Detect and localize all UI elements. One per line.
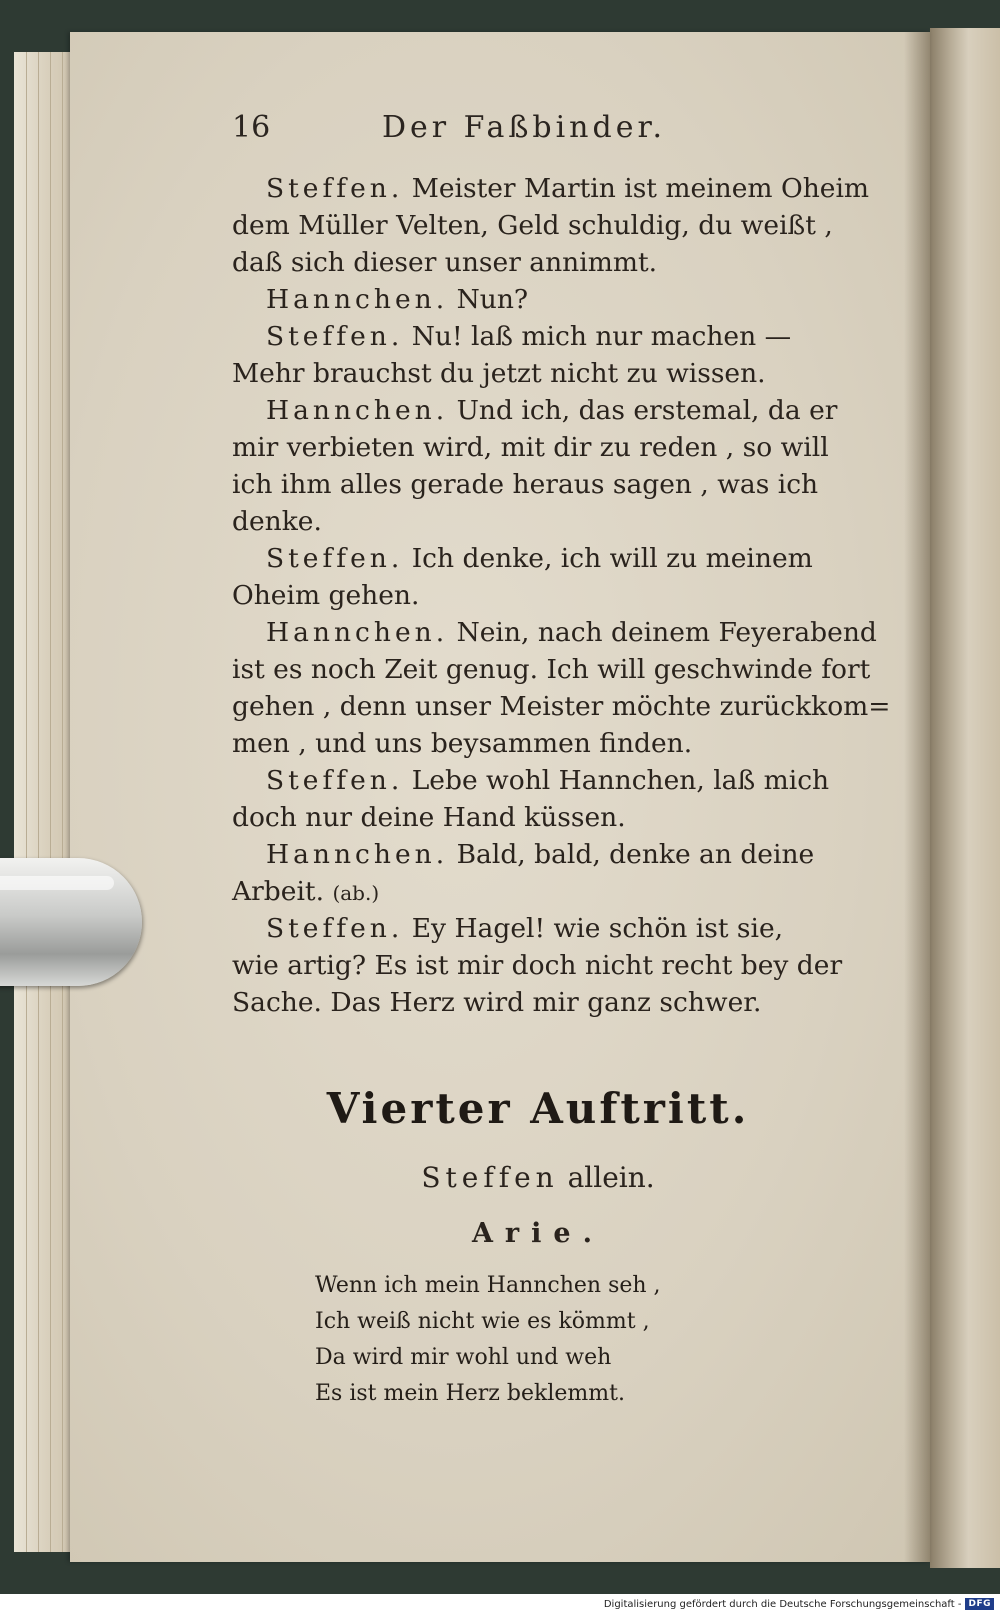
- speaker-name: Hannchen.: [266, 395, 449, 426]
- line-text: Mehr brauchst du jetzt nicht zu wissen.: [232, 358, 766, 389]
- speaker-name: Hannchen.: [266, 284, 449, 315]
- dialogue-text: [232, 170, 891, 1021]
- text-line: [232, 170, 870, 207]
- line-text: daß sich dieser unser annimmt.: [232, 247, 658, 278]
- speaker-name: Steffen.: [266, 543, 404, 574]
- line-text: Lebe wohl Hannchen, laß mich: [403, 765, 830, 796]
- text-line: [232, 873, 844, 910]
- text-line: [232, 207, 844, 244]
- text-line: [232, 910, 844, 947]
- line-text: dem Müller Velten, Geld schuldig, du weißt ,: [232, 210, 833, 241]
- line-text: doch nur deine Hand küssen.: [232, 802, 626, 833]
- line-text: gehen , denn unser Meister möchte zurückkom=: [232, 691, 891, 722]
- text-line: [232, 318, 844, 355]
- speaker-name: Steffen.: [266, 913, 404, 944]
- text-line: [232, 540, 844, 577]
- subheading-rest: allein.: [558, 1161, 655, 1194]
- line-text: ist es noch Zeit genug. Ich will geschwinde fort: [232, 654, 871, 685]
- text-line: [232, 466, 844, 503]
- line-text: Bald, bald, denke an deine: [448, 839, 815, 870]
- line-text: Oheim gehen.: [232, 580, 420, 611]
- text-line: [232, 281, 844, 318]
- text-line: [232, 651, 871, 688]
- text-line: [232, 836, 844, 873]
- page-header: [232, 110, 732, 154]
- running-title: Der Faßbinder.: [382, 110, 667, 145]
- verse-line: Wenn ich mein Hannchen seh ,: [315, 1273, 661, 1298]
- text-line: [232, 392, 844, 429]
- scene-heading: Vierter Auftritt.: [326, 1084, 750, 1133]
- page-number: 16: [232, 110, 271, 145]
- dfg-logo-icon: DFG: [965, 1598, 994, 1610]
- line-text: Ich denke, ich will zu meinem: [403, 543, 813, 574]
- line-text: Nun?: [448, 284, 529, 315]
- text-line: [232, 577, 844, 614]
- verse-line: Es ist mein Herz beklemmt.: [315, 1381, 625, 1406]
- speaker-name: Steffen: [421, 1161, 559, 1194]
- speaker-name: Steffen.: [266, 765, 404, 796]
- line-text: Nu! laß mich nur machen —: [403, 321, 792, 352]
- line-text: Nein, nach deinem Feyerabend: [448, 617, 877, 648]
- line-text: Sache. Das Herz wird mir ganz schwer.: [232, 987, 762, 1018]
- verse-line: Da wird mir wohl und weh: [315, 1345, 612, 1370]
- speaker-name: Steffen.: [266, 173, 404, 204]
- line-text: Meister Martin ist meinem Oheim: [403, 173, 870, 204]
- text-line: [232, 614, 877, 651]
- line-text: wie artig? Es ist mir doch nicht recht bey der: [232, 950, 843, 981]
- text-line: [232, 762, 844, 799]
- text-line: [232, 429, 844, 466]
- page-clip: [0, 858, 142, 986]
- line-text: men , und uns beysammen finden.: [232, 728, 693, 759]
- line-text: Arbeit.: [232, 876, 333, 907]
- page-stack-left: [14, 52, 74, 1552]
- text-line: [232, 244, 844, 281]
- text-line: [232, 503, 844, 540]
- text-line: [232, 688, 891, 725]
- speaker-name: Hannchen.: [266, 617, 449, 648]
- text-line: [232, 799, 844, 836]
- text-line: [232, 725, 844, 762]
- line-text: Ey Hagel! wie schön ist sie,: [403, 913, 784, 944]
- aria-heading: Arie.: [471, 1218, 604, 1249]
- digitization-credit: [604, 1596, 994, 1612]
- text-line: [232, 947, 844, 984]
- credit-text: Digitalisierung gefördert durch die Deutsche Forschungsgemeinschaft -: [603, 1598, 962, 1610]
- aria-verse: [315, 1268, 735, 1412]
- line-text: denke.: [232, 506, 322, 537]
- speaker-name: Hannchen.: [266, 839, 449, 870]
- line-text: Und ich, das erstemal, da er: [448, 395, 838, 426]
- line-text: mir verbieten wird, mit dir zu reden , so will: [232, 432, 829, 463]
- text-line: [232, 355, 844, 392]
- line-text: ich ihm alles gerade heraus sagen , was ich: [232, 469, 819, 500]
- verse-line: Ich weiß nicht wie es kömmt ,: [315, 1309, 650, 1334]
- book-spine-right: [930, 28, 1000, 1568]
- speaker-name: Steffen.: [266, 321, 404, 352]
- text-line: [232, 984, 844, 1021]
- page-gutter-shadow: [904, 32, 930, 1562]
- stage-direction: (ab.): [332, 881, 380, 905]
- scene-subheading: [232, 1161, 844, 1194]
